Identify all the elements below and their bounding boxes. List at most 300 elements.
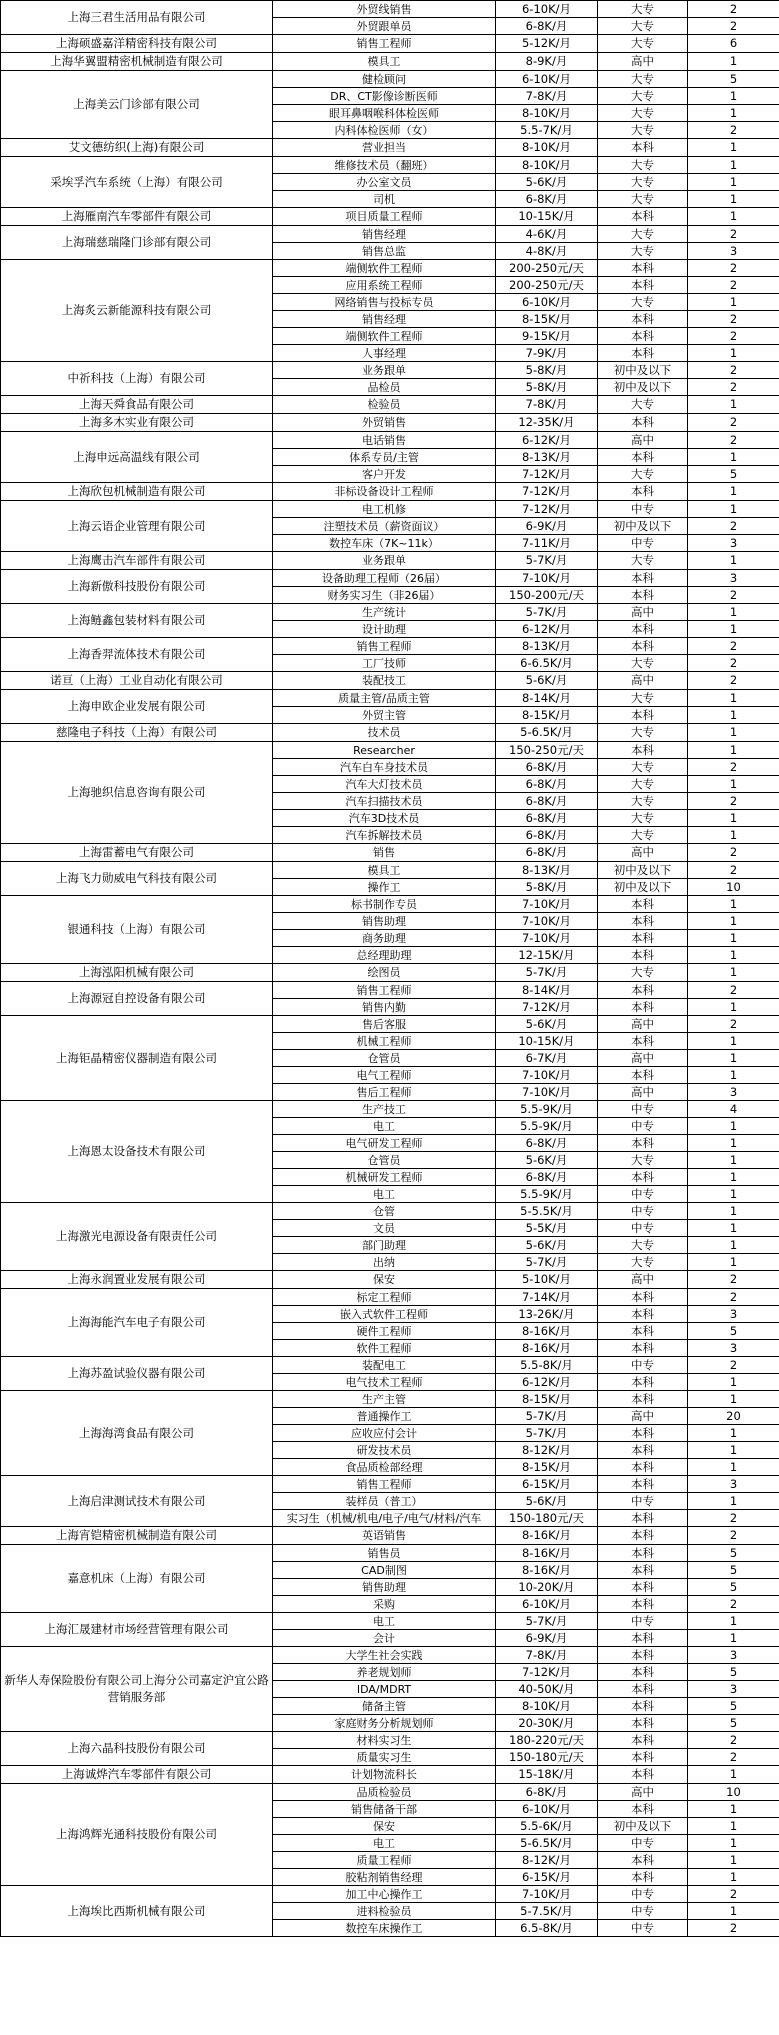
job-salary: 5-8K/月 — [496, 362, 598, 379]
job-headcount: 2 — [688, 379, 779, 396]
job-position: 普通操作工 — [273, 1408, 496, 1425]
job-headcount: 1 — [688, 999, 779, 1016]
table-row — [1, 1016, 779, 1033]
job-headcount: 2 — [688, 414, 779, 432]
job-headcount: 5 — [688, 466, 779, 483]
job-headcount: 2 — [688, 1016, 779, 1033]
job-education: 大专 — [598, 1237, 688, 1254]
job-education: 本科 — [598, 1698, 688, 1715]
job-salary: 7-8K/月 — [496, 396, 598, 414]
company-name: 上海恩太设备技术有限公司 — [1, 1101, 273, 1203]
job-salary: 5-7K/月 — [496, 604, 598, 621]
job-education: 大专 — [598, 724, 688, 742]
job-education: 本科 — [598, 570, 688, 587]
job-position: DR、CT影像诊断医师 — [273, 88, 496, 105]
job-education: 大专 — [598, 827, 688, 844]
job-headcount: 1 — [688, 191, 779, 208]
job-salary: 150-180元/天 — [496, 1510, 598, 1527]
company-name: 上海永润置业发展有限公司 — [1, 1271, 273, 1289]
job-headcount: 2 — [688, 1510, 779, 1527]
job-position: 售后客服 — [273, 1016, 496, 1033]
job-headcount: 1 — [688, 1630, 779, 1647]
job-salary: 5-6K/月 — [496, 1016, 598, 1033]
job-education: 本科 — [598, 1749, 688, 1766]
job-education: 初中及以下 — [598, 518, 688, 535]
company-name: 上海苏盈试验仪器有限公司 — [1, 1357, 273, 1391]
job-education: 本科 — [598, 1323, 688, 1340]
table-row — [1, 1732, 779, 1749]
job-position: 电话销售 — [273, 432, 496, 449]
job-salary: 6-8K/月 — [496, 793, 598, 810]
job-position: 装样员（普工） — [273, 1493, 496, 1510]
job-headcount: 1 — [688, 1425, 779, 1442]
job-salary: 6-9K/月 — [496, 1630, 598, 1647]
job-headcount: 1 — [688, 827, 779, 844]
job-salary: 5-6K/月 — [496, 1152, 598, 1169]
job-salary: 6-8K/月 — [496, 844, 598, 862]
job-education: 本科 — [598, 311, 688, 328]
company-name: 上海香羿流体技术有限公司 — [1, 638, 273, 672]
job-salary: 5.5-9K/月 — [496, 1118, 598, 1135]
table-row — [1, 396, 779, 414]
job-salary: 7-12K/月 — [496, 1664, 598, 1681]
job-position: 外贸跟单员 — [273, 18, 496, 35]
job-education: 高中 — [598, 1784, 688, 1801]
job-headcount: 1 — [688, 396, 779, 414]
job-headcount: 3 — [688, 1340, 779, 1357]
job-education: 本科 — [598, 1374, 688, 1391]
job-education: 本科 — [598, 328, 688, 345]
job-salary: 8-10K/月 — [496, 139, 598, 157]
job-education: 本科 — [598, 1425, 688, 1442]
job-education: 大专 — [598, 105, 688, 122]
table-row — [1, 260, 779, 277]
company-name: 上海硕盛嘉洋精密科技有限公司 — [1, 35, 273, 53]
company-name: 上海瑞慈瑞隆门诊部有限公司 — [1, 226, 273, 260]
job-position: 保安 — [273, 1818, 496, 1835]
job-education: 本科 — [598, 208, 688, 226]
company-name: 银通科技（上海）有限公司 — [1, 896, 273, 964]
job-salary: 5-12K/月 — [496, 35, 598, 53]
job-position: 食品质检部经理 — [273, 1459, 496, 1476]
job-position: 材料实习生 — [273, 1732, 496, 1749]
job-salary: 5-7K/月 — [496, 1254, 598, 1271]
job-salary: 8-13K/月 — [496, 638, 598, 655]
table-row — [1, 1784, 779, 1801]
company-name: 上海埃比西斯机械有限公司 — [1, 1886, 273, 1937]
job-salary: 5-7K/月 — [496, 1613, 598, 1630]
job-education: 大专 — [598, 759, 688, 776]
job-headcount: 2 — [688, 844, 779, 862]
job-education: 本科 — [598, 913, 688, 930]
job-salary: 5.5-9K/月 — [496, 1101, 598, 1118]
job-headcount: 1 — [688, 1237, 779, 1254]
job-position: 财务实习生（非26届） — [273, 587, 496, 604]
job-salary: 9-15K/月 — [496, 328, 598, 345]
job-headcount: 5 — [688, 1664, 779, 1681]
company-name: 上海鹰击汽车部件有限公司 — [1, 552, 273, 570]
job-salary: 8-15K/月 — [496, 1391, 598, 1408]
job-position: 销售工程师 — [273, 1476, 496, 1493]
job-education: 高中 — [598, 1408, 688, 1425]
job-headcount: 2 — [688, 18, 779, 35]
job-headcount: 2 — [688, 982, 779, 999]
job-headcount: 10 — [688, 879, 779, 896]
job-headcount: 2 — [688, 1357, 779, 1374]
job-position: 汽车扫描技术员 — [273, 793, 496, 810]
table-row — [1, 1, 779, 18]
job-position: 绘图员 — [273, 964, 496, 982]
job-salary: 5.5-7K/月 — [496, 122, 598, 139]
company-name: 上海六晶科技股份有限公司 — [1, 1732, 273, 1766]
job-salary: 6-10K/月 — [496, 294, 598, 311]
job-position: 办公室文员 — [273, 174, 496, 191]
job-education: 大专 — [598, 793, 688, 810]
table-row — [1, 1476, 779, 1493]
company-name: 上海天舜食品有限公司 — [1, 396, 273, 414]
job-position: CAD制图 — [273, 1562, 496, 1579]
job-headcount: 2 — [688, 638, 779, 655]
job-salary: 10-15K/月 — [496, 208, 598, 226]
job-salary: 7-10K/月 — [496, 1084, 598, 1101]
company-name: 上海驰织信息咨询有限公司 — [1, 742, 273, 844]
job-headcount: 1 — [688, 1169, 779, 1186]
job-education: 初中及以下 — [598, 862, 688, 879]
company-name: 上海激光电源设备有限责任公司 — [1, 1203, 273, 1271]
job-position: 生产统计 — [273, 604, 496, 621]
job-salary: 8-10K/月 — [496, 105, 598, 122]
job-education: 大专 — [598, 18, 688, 35]
job-salary: 8-16K/月 — [496, 1323, 598, 1340]
table-row — [1, 226, 779, 243]
job-salary: 5-6K/月 — [496, 1493, 598, 1510]
job-position: 注塑技术员（薪资面议） — [273, 518, 496, 535]
job-salary: 180-220元/天 — [496, 1732, 598, 1749]
job-position: 外贸销售 — [273, 414, 496, 432]
job-education: 高中 — [598, 1050, 688, 1067]
job-education: 本科 — [598, 1289, 688, 1306]
job-position: 人事经理 — [273, 345, 496, 362]
job-education: 大专 — [598, 1152, 688, 1169]
job-position: 数控车床（7K~11k） — [273, 535, 496, 552]
job-education: 本科 — [598, 449, 688, 466]
job-headcount: 1 — [688, 1852, 779, 1869]
job-education: 高中 — [598, 672, 688, 690]
table-row — [1, 604, 779, 621]
job-position: 汽车白车身技术员 — [273, 759, 496, 776]
job-position: 进料检验员 — [273, 1903, 496, 1920]
table-row — [1, 1886, 779, 1903]
job-headcount: 1 — [688, 449, 779, 466]
job-education: 大专 — [598, 35, 688, 53]
table-row — [1, 483, 779, 501]
job-headcount: 10 — [688, 1784, 779, 1801]
job-salary: 7-10K/月 — [496, 1886, 598, 1903]
job-headcount: 1 — [688, 1374, 779, 1391]
job-salary: 6-15K/月 — [496, 1869, 598, 1886]
company-name: 上海诚烨汽车零部件有限公司 — [1, 1766, 273, 1784]
job-headcount: 2 — [688, 311, 779, 328]
company-name: 上海欣包机械制造有限公司 — [1, 483, 273, 501]
job-salary: 5-8K/月 — [496, 379, 598, 396]
job-education: 本科 — [598, 1801, 688, 1818]
job-position: 英语销售 — [273, 1527, 496, 1545]
company-name: 上海雁南汽车零部件有限公司 — [1, 208, 273, 226]
job-headcount: 1 — [688, 105, 779, 122]
job-headcount: 2 — [688, 328, 779, 345]
job-education: 本科 — [598, 982, 688, 999]
job-education: 本科 — [598, 1647, 688, 1664]
job-headcount: 1 — [688, 1613, 779, 1630]
job-education: 本科 — [598, 1442, 688, 1459]
job-position: 端侧软件工程师 — [273, 260, 496, 277]
job-position: 电工机修 — [273, 501, 496, 518]
job-position: 质量主管/品质主管 — [273, 690, 496, 707]
job-headcount: 5 — [688, 1698, 779, 1715]
job-position: 生产技工 — [273, 1101, 496, 1118]
job-education: 本科 — [598, 1169, 688, 1186]
job-position: 总经理助理 — [273, 947, 496, 964]
job-headcount: 1 — [688, 913, 779, 930]
job-position: 实习生（机械/机电/电子/电气/材料/汽车 — [273, 1510, 496, 1527]
job-salary: 8-16K/月 — [496, 1340, 598, 1357]
job-education: 大专 — [598, 174, 688, 191]
table-row — [1, 1527, 779, 1545]
job-position: 部门助理 — [273, 1237, 496, 1254]
job-education: 中专 — [598, 1886, 688, 1903]
job-position: 维修技术员（翻班） — [273, 157, 496, 174]
job-salary: 20-30K/月 — [496, 1715, 598, 1732]
job-position: 外贸线销售 — [273, 1, 496, 18]
job-position: 标书制作专员 — [273, 896, 496, 913]
job-salary: 8-10K/月 — [496, 157, 598, 174]
job-position: 销售工程师 — [273, 982, 496, 999]
job-position: 储备主管 — [273, 1698, 496, 1715]
job-education: 大专 — [598, 226, 688, 243]
job-education: 本科 — [598, 1391, 688, 1408]
job-headcount: 3 — [688, 1084, 779, 1101]
job-education: 本科 — [598, 1459, 688, 1476]
job-position: 销售经理 — [273, 226, 496, 243]
table-row — [1, 1766, 779, 1784]
job-salary: 7-10K/月 — [496, 1067, 598, 1084]
job-salary: 5.5-9K/月 — [496, 1186, 598, 1203]
job-position: 电工 — [273, 1835, 496, 1852]
table-row — [1, 862, 779, 879]
job-education: 大专 — [598, 191, 688, 208]
company-name: 艾文德纺织(上海)有限公司 — [1, 139, 273, 157]
job-education: 高中 — [598, 604, 688, 621]
job-education: 高中 — [598, 1084, 688, 1101]
job-education: 中专 — [598, 1101, 688, 1118]
job-salary: 7-10K/月 — [496, 570, 598, 587]
job-salary: 4-8K/月 — [496, 243, 598, 260]
job-education: 初中及以下 — [598, 362, 688, 379]
job-education: 高中 — [598, 53, 688, 71]
job-salary: 7-10K/月 — [496, 913, 598, 930]
job-salary: 6-6.5K/月 — [496, 655, 598, 672]
job-position: 设备助理工程师（26届） — [273, 570, 496, 587]
job-position: 业务跟单 — [273, 552, 496, 570]
job-position: 检验员 — [273, 396, 496, 414]
job-table-body — [1, 1, 779, 1937]
company-name: 上海海能汽车电子有限公司 — [1, 1289, 273, 1357]
job-position: 模具工 — [273, 862, 496, 879]
table-row — [1, 672, 779, 690]
job-education: 大专 — [598, 157, 688, 174]
job-headcount: 1 — [688, 1766, 779, 1784]
job-salary: 4-6K/月 — [496, 226, 598, 243]
job-position: 应收应付会计 — [273, 1425, 496, 1442]
job-salary: 6-8K/月 — [496, 759, 598, 776]
job-education: 本科 — [598, 1596, 688, 1613]
job-headcount: 2 — [688, 793, 779, 810]
job-position: 软件工程师 — [273, 1340, 496, 1357]
job-salary: 5-7K/月 — [496, 1408, 598, 1425]
job-salary: 5-6K/月 — [496, 1237, 598, 1254]
job-headcount: 1 — [688, 1033, 779, 1050]
job-salary: 8-14K/月 — [496, 982, 598, 999]
company-name: 上海申远高温线有限公司 — [1, 432, 273, 483]
job-education: 本科 — [598, 1545, 688, 1562]
job-salary: 6-10K/月 — [496, 1596, 598, 1613]
job-headcount: 1 — [688, 690, 779, 707]
job-headcount: 2 — [688, 277, 779, 294]
job-headcount: 3 — [688, 1476, 779, 1493]
job-position: 设计助理 — [273, 621, 496, 638]
job-headcount: 2 — [688, 1749, 779, 1766]
job-position: 机械工程师 — [273, 1033, 496, 1050]
job-education: 本科 — [598, 707, 688, 724]
job-headcount: 1 — [688, 1903, 779, 1920]
job-headcount: 1 — [688, 896, 779, 913]
job-education: 本科 — [598, 1306, 688, 1323]
job-position: 保安 — [273, 1271, 496, 1289]
company-name: 上海美云门诊部有限公司 — [1, 71, 273, 139]
job-headcount: 1 — [688, 501, 779, 518]
job-salary: 5.5-6K/月 — [496, 1818, 598, 1835]
company-name: 诺亘（上海）工业自动化有限公司 — [1, 672, 273, 690]
job-education: 本科 — [598, 1681, 688, 1698]
job-position: 销售总监 — [273, 243, 496, 260]
job-headcount: 1 — [688, 294, 779, 311]
job-headcount: 5 — [688, 1323, 779, 1340]
job-salary: 6-8K/月 — [496, 1169, 598, 1186]
job-education: 本科 — [598, 1527, 688, 1545]
job-salary: 6-8K/月 — [496, 1135, 598, 1152]
job-position: 质量实习生 — [273, 1749, 496, 1766]
job-salary: 7-10K/月 — [496, 896, 598, 913]
company-name: 上海新傲科技股份有限公司 — [1, 570, 273, 604]
job-education: 本科 — [598, 896, 688, 913]
job-salary: 7-12K/月 — [496, 483, 598, 501]
job-education: 大专 — [598, 396, 688, 414]
job-education: 本科 — [598, 1579, 688, 1596]
job-headcount: 1 — [688, 345, 779, 362]
job-position: 电工 — [273, 1613, 496, 1630]
company-name: 上海海湾食品有限公司 — [1, 1391, 273, 1476]
job-salary: 5-6K/月 — [496, 672, 598, 690]
job-salary: 5-5K/月 — [496, 1220, 598, 1237]
job-headcount: 3 — [688, 1647, 779, 1664]
job-position: 网络销售与投标专员 — [273, 294, 496, 311]
table-row — [1, 1647, 779, 1664]
job-salary: 6-8K/月 — [496, 18, 598, 35]
job-education: 高中 — [598, 1016, 688, 1033]
job-education: 中专 — [598, 501, 688, 518]
job-headcount: 1 — [688, 1391, 779, 1408]
job-salary: 8-15K/月 — [496, 707, 598, 724]
job-headcount: 1 — [688, 157, 779, 174]
company-name: 上海启津测试技术有限公司 — [1, 1476, 273, 1527]
job-salary: 12-35K/月 — [496, 414, 598, 432]
job-education: 高中 — [598, 432, 688, 449]
table-row — [1, 1271, 779, 1289]
job-salary: 5.5-8K/月 — [496, 1357, 598, 1374]
job-headcount: 2 — [688, 1, 779, 18]
job-headcount: 3 — [688, 535, 779, 552]
job-position: 销售员 — [273, 1545, 496, 1562]
job-position: 销售工程师 — [273, 638, 496, 655]
job-salary: 5-7K/月 — [496, 964, 598, 982]
job-headcount: 2 — [688, 672, 779, 690]
company-name: 上海宵铠精密机械制造有限公司 — [1, 1527, 273, 1545]
table-row — [1, 501, 779, 518]
job-salary: 5-8K/月 — [496, 879, 598, 896]
job-position: 文员 — [273, 1220, 496, 1237]
job-headcount: 2 — [688, 1271, 779, 1289]
job-position: 出纳 — [273, 1254, 496, 1271]
company-name: 上海华翼盟精密机械制造有限公司 — [1, 53, 273, 71]
job-salary: 150-180元/天 — [496, 1749, 598, 1766]
job-headcount: 1 — [688, 621, 779, 638]
job-position: 汽车3D技术员 — [273, 810, 496, 827]
job-headcount: 2 — [688, 862, 779, 879]
job-salary: 6-7K/月 — [496, 1050, 598, 1067]
job-education: 大专 — [598, 964, 688, 982]
job-education: 大专 — [598, 294, 688, 311]
job-education: 大专 — [598, 122, 688, 139]
job-headcount: 5 — [688, 1562, 779, 1579]
job-position: 生产主管 — [273, 1391, 496, 1408]
job-salary: 6-8K/月 — [496, 191, 598, 208]
job-position: 外贸主管 — [273, 707, 496, 724]
job-headcount: 1 — [688, 947, 779, 964]
job-education: 本科 — [598, 1340, 688, 1357]
job-education: 初中及以下 — [598, 379, 688, 396]
job-headcount: 1 — [688, 964, 779, 982]
job-headcount: 1 — [688, 1869, 779, 1886]
job-education: 高中 — [598, 844, 688, 862]
job-education: 本科 — [598, 139, 688, 157]
job-salary: 8-16K/月 — [496, 1562, 598, 1579]
job-headcount: 1 — [688, 742, 779, 759]
job-education: 大专 — [598, 466, 688, 483]
job-position: 研发技术员 — [273, 1442, 496, 1459]
job-salary: 8-9K/月 — [496, 53, 598, 71]
company-name: 上海鲢鑫包装材料有限公司 — [1, 604, 273, 638]
table-row — [1, 208, 779, 226]
job-salary: 6-10K/月 — [496, 1801, 598, 1818]
job-education: 中专 — [598, 1118, 688, 1135]
job-position: 销售工程师 — [273, 35, 496, 53]
job-education: 本科 — [598, 1715, 688, 1732]
company-name: 上海汇晟建材市场经营管理有限公司 — [1, 1613, 273, 1647]
job-position: 电气研发工程师 — [273, 1135, 496, 1152]
job-headcount: 2 — [688, 1920, 779, 1937]
job-salary: 6-12K/月 — [496, 1374, 598, 1391]
job-position: 技术员 — [273, 724, 496, 742]
